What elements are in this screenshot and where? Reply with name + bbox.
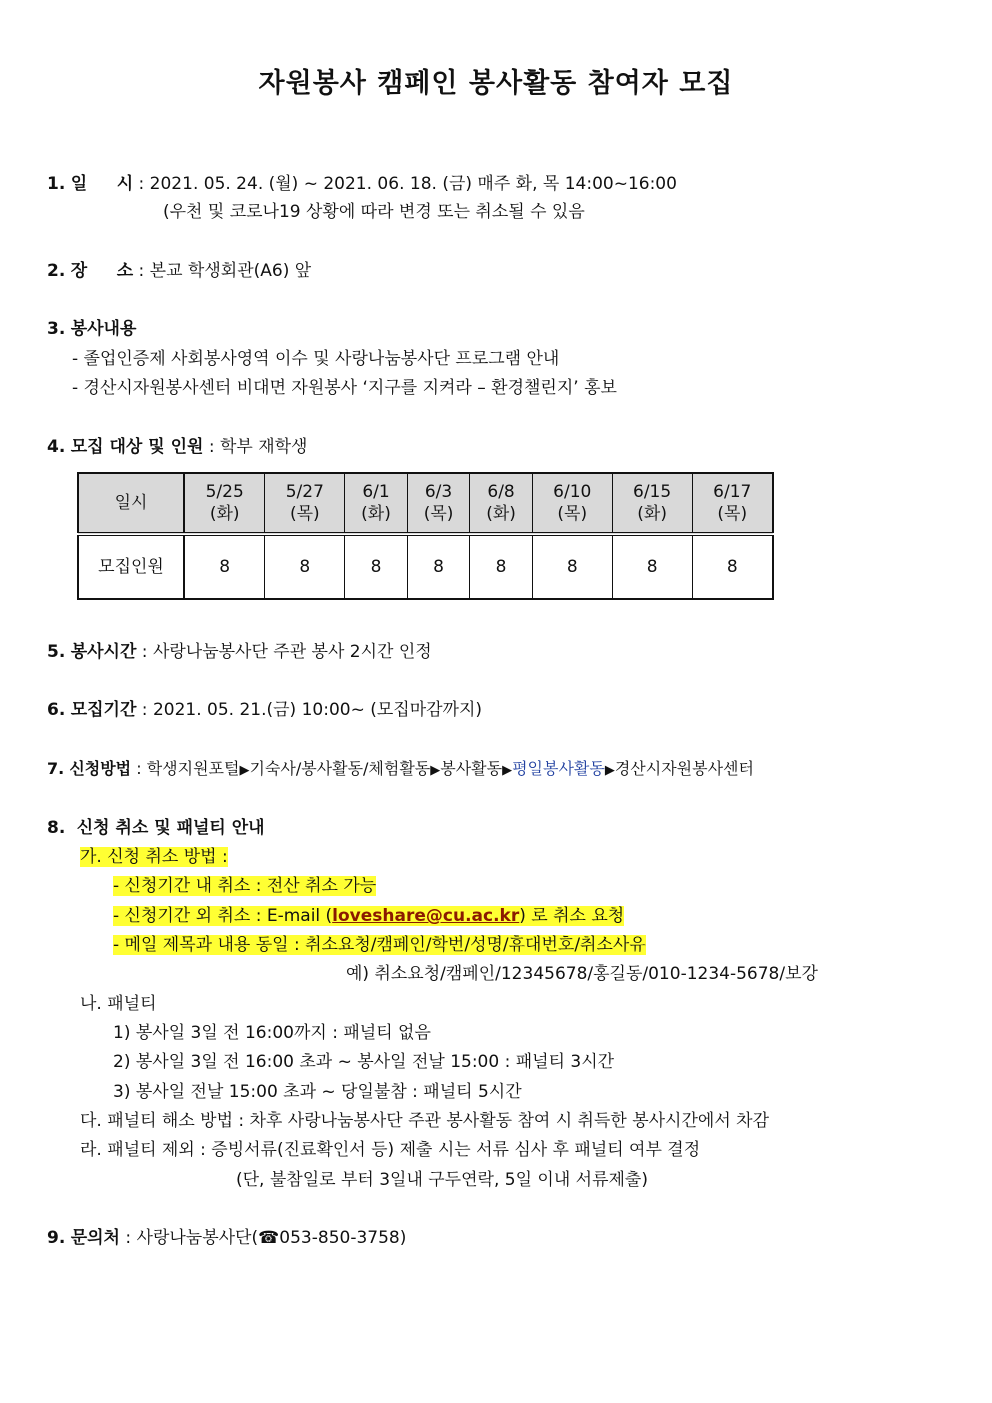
count-cell: 8 [345,534,408,599]
recruit-table [77,472,774,600]
penalty-item: 3) 봉사일 전날 15:00 초과 ~ 당일불참 : 패널티 5시간 [113,1082,522,1102]
cancel-item-line [113,904,624,928]
count-cell: 8 [612,534,692,599]
penalty-item: 1) 봉사일 3일 전 16:00까지 : 패널티 없음 [113,1023,431,1043]
section-period [47,698,482,722]
section-contact [47,1226,406,1250]
target-text: : 학부 재학생 [203,437,308,457]
cancel-item-text: ) 로 취소 요청 [519,906,625,926]
table-row [78,473,773,534]
section-target [47,435,307,459]
cancel-method-heading: 가. 신청 취소 방법 : [80,847,228,867]
section-label: 신청방법 [69,759,132,778]
arrow-icon: ▶ [430,763,441,778]
section-label: 모집기간 [70,700,137,720]
method-path-step: : 학생지원포털 [131,759,240,778]
content-item: - 경산시자원봉사센터 비대면 자원봉사 ‘지구를 지켜라 – 환경챌린지’ 홍보 [72,378,617,398]
count-cell: 8 [265,534,345,599]
cancel-item-line [113,933,646,957]
count-cell: 8 [184,534,265,599]
penalty-exception: 라. 패널티 제외 : 증빙서류(진료확인서 등) 제출 시는 서류 심사 후 패널티 여부 결정 [80,1140,701,1160]
section-label: 문의처 [70,1228,120,1248]
cancel-method-line [80,845,228,869]
row-header: 일시 [78,473,184,534]
cancel-item-line [113,874,376,898]
date-cell: 6/3 (목) [407,473,470,534]
arrow-icon: ▶ [239,763,250,778]
method-path-step: 경산시자원봉사센터 [614,759,754,778]
location-text: : 본교 학생회관(A6) 앞 [133,261,312,281]
section-cancel [47,816,265,840]
count-cell: 8 [407,534,470,599]
penalty-item: 2) 봉사일 3일 전 16:00 초과 ~ 봉사일 전날 15:00 : 패널티 3시간 [113,1052,615,1072]
cancel-example: 예) 취소요청/캠페인/12345678/홍길동/010-1234-5678/보강 [346,964,818,984]
email-link[interactable]: loveshare@cu.ac.kr [332,906,520,926]
schedule-note: (우천 및 코로나19 상황에 따라 변경 또는 취소될 수 있음 [163,202,585,222]
section-number: 9. [47,1228,66,1248]
method-path-step: 평일봉사활동 [512,759,605,778]
contact-text: : 사랑나눔봉사단( [119,1228,259,1248]
section-method [47,757,754,783]
content-item: - 졸업인증제 사회봉사영역 이수 및 사랑나눔봉사단 프로그램 안내 [72,349,560,369]
section-label: 신청 취소 및 패널티 안내 [76,818,265,838]
cancel-item-email [113,906,624,926]
section-label: 봉사내용 [70,319,137,339]
method-path-step: 기숙사/봉사활동/체험활동 [249,759,431,778]
hours-text: : 사랑나눔봉사단 주관 봉사 2시간 인정 [136,642,432,662]
count-cell: 8 [470,534,533,599]
section-number: 3. [47,319,66,339]
schedule-text: : 2021. 05. 24. (월) ~ 2021. 06. 18. (금) 매주 화, 목 14:00~16:00 [133,174,677,194]
section-number: 8. [47,818,66,838]
section-number: 7. [47,759,65,778]
penalty-resolution: 다. 패널티 해소 방법 : 차후 사랑나눔봉사단 주관 봉사활동 참여 시 취득한 봉사시간에서 차감 [80,1111,769,1131]
section-location [47,259,311,283]
section-number: 6. [47,700,66,720]
section-hours [47,640,432,664]
page-title: 자원봉사 캠페인 봉사활동 참여자 모집 [258,68,734,99]
count-cell: 8 [692,534,773,599]
table-row [78,534,773,599]
method-path-step: 봉사활동 [440,759,503,778]
section-label: 모집 대상 및 인원 [70,437,204,457]
penalty-heading: 나. 패널티 [80,994,157,1014]
section-label: 봉사시간 [70,642,137,662]
count-cell: 8 [532,534,612,599]
arrow-icon: ▶ [502,763,513,778]
date-cell: 6/10 (목) [532,473,612,534]
row-header: 모집인원 [78,534,184,599]
date-cell: 6/1 (화) [345,473,408,534]
section-number: 2. [47,261,66,281]
section-label: 일 시 [70,174,134,194]
section-label: 장 소 [70,261,134,281]
period-text: : 2021. 05. 21.(금) 10:00~ (모집마감까지) [136,700,483,720]
cancel-item: - 메일 제목과 내용 동일 : 취소요청/캠페인/학번/성명/휴대번호/취소사유 [113,935,646,955]
contact-phone: 053-850-3758) [279,1228,407,1248]
cancel-item-text: - 신청기간 외 취소 : E-mail ( [113,906,333,926]
penalty-exception-note: (단, 불참일로 부터 3일내 구두연락, 5일 이내 서류제출) [236,1170,648,1190]
date-cell: 5/25 (화) [184,473,265,534]
phone-icon: ☎ [258,1228,280,1248]
arrow-icon: ▶ [604,763,615,778]
section-content [47,317,136,341]
section-number: 1. [47,174,66,194]
date-cell: 6/8 (화) [470,473,533,534]
date-cell: 5/27 (목) [265,473,345,534]
section-number: 4. [47,437,66,457]
date-cell: 6/17 (목) [692,473,773,534]
cancel-item: - 신청기간 내 취소 : 전산 취소 가능 [113,876,377,896]
section-number: 5. [47,642,66,662]
section-schedule [47,172,677,196]
date-cell: 6/15 (화) [612,473,692,534]
